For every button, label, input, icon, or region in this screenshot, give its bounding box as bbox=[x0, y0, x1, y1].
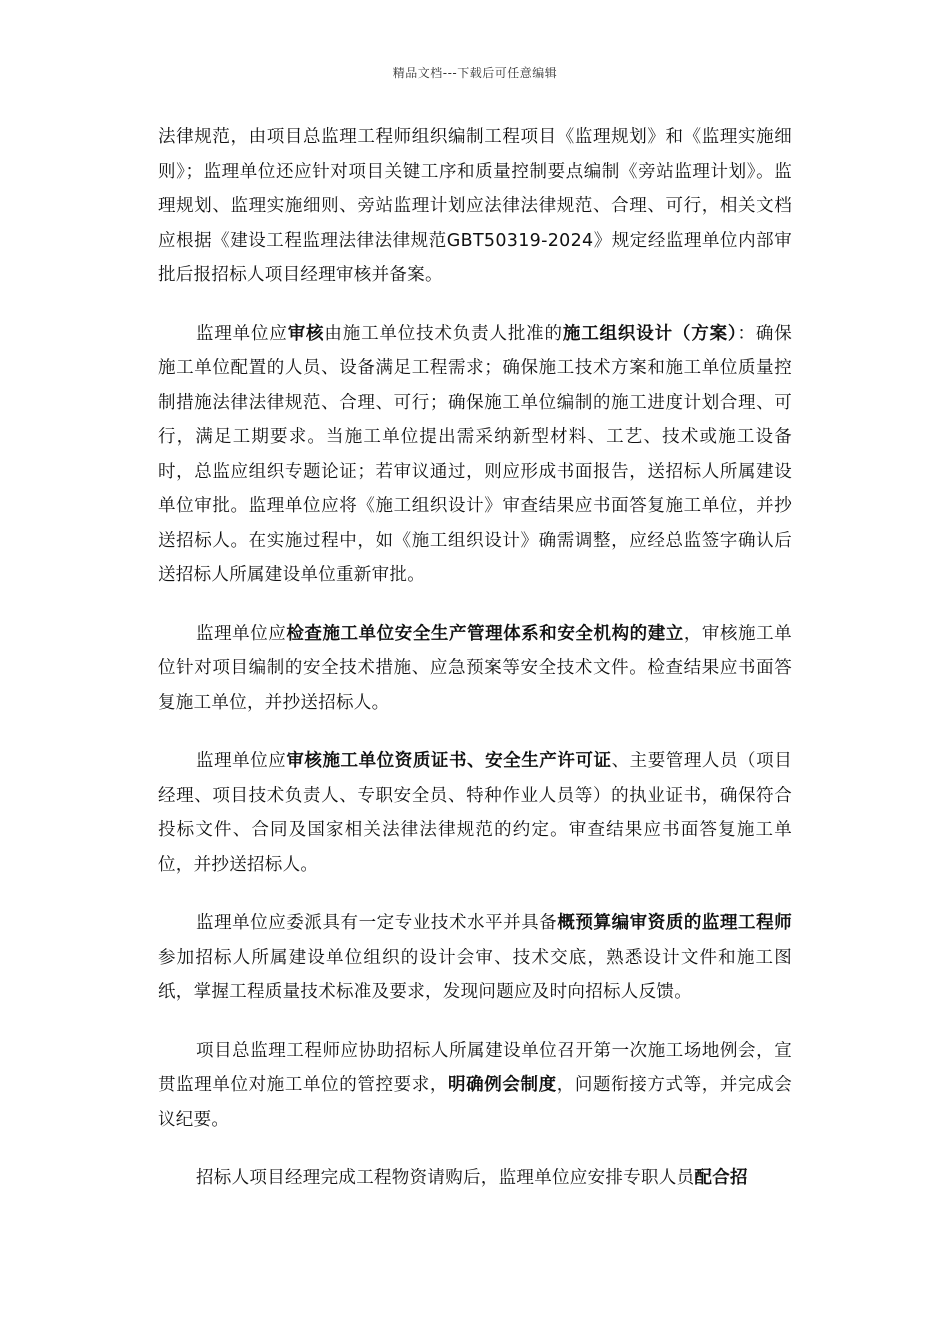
bold-text-run: 审核施工单位资质证书、安全生产许可证 bbox=[286, 751, 612, 771]
text-run: 参加招标人所属建设单位组织的设计会审、技术交底，熟悉设计文件和施工图纸，掌握工程质量技术标准及要求，发现问题应及时向招标人反馈。 bbox=[158, 947, 792, 1002]
bold-text-run: 概预算编审资质的监理工程师 bbox=[557, 913, 792, 933]
text-run: 法律规范，由项目总监理工程师组织编制工程项目《监理规划》和《监理实施细则》；监理单位还应针对项目关键工序和质量控制要点编制《旁站监理计划》。监理规划、监理实施细则、旁站监理计划应法律法律规范、合理、可行，相关文档应根据《建设工程监理法律法律规范GBT50319-2024》规定经监理单位内部审批后报招标人项目经理审核并备案。 bbox=[158, 127, 792, 285]
paragraph-6 bbox=[158, 1034, 792, 1138]
text-run: ：确保施工单位配置的人员、设备满足工程需求；确保施工技术方案和施工单位质量控制措施法律法律规范、合理、可行；确保施工单位编制的施工进度计划合理、可行，满足工期要求。当施工单位提出需采纳新型材料、工艺、技术或施工设备时，总监应组织专题论证；若审议通过，则应形成书面报告，送招标人所属建设单位审批。监理单位应将《施工组织设计》审查结果应书面答复施工单位，并抄送招标人。在实施过程中，如《施工组织设计》确需调整，应经总监签字确认后送招标人所属建设单位重新审批。 bbox=[158, 323, 793, 585]
paragraph-7 bbox=[158, 1161, 792, 1196]
text-run: ，审核施工单位针对项目编制的安全技术措施、应急预案等安全技术文件。检查结果应书面答复施工单位，并抄送招标人。 bbox=[158, 623, 792, 713]
bold-text-run: 施工组织设计（方案） bbox=[562, 323, 738, 344]
text-run: 项目总监理工程师应协助招标人所属建设单位召开第一次施工场地例会，宣贯监理单位对施工单位的管控要求， bbox=[158, 1040, 792, 1095]
text-run: 由施工单位技术负责人批准的 bbox=[324, 323, 563, 344]
bold-text-run: 配合招 bbox=[694, 1168, 748, 1188]
text-run: 监理单位应 bbox=[196, 623, 287, 644]
paragraph-4 bbox=[158, 744, 792, 882]
text-run: 招标人项目经理完成工程物资请购后，监理单位应安排专职人员 bbox=[196, 1168, 695, 1188]
paragraph-3 bbox=[158, 617, 792, 721]
text-run: 监理单位应委派具有一定专业技术水平并具备 bbox=[196, 913, 558, 933]
text-run: 监理单位应 bbox=[196, 751, 287, 771]
bold-text-run: 审核 bbox=[287, 323, 325, 344]
text-run: ，问题衔接方式等，并完成会议纪要。 bbox=[158, 1075, 792, 1130]
document-body bbox=[158, 120, 792, 1196]
text-run: 监理单位应 bbox=[196, 323, 288, 344]
paragraph-1 bbox=[158, 120, 792, 293]
page-header: 精品文档---下载后可任意编辑 bbox=[392, 66, 558, 80]
text-run: 、主要管理人员（项目经理、项目技术负责人、专职安全员、特种作业人员等）的执业证书，确保符合投标文件、合同及国家相关法律法律规范的约定。审查结果应书面答复施工单位，并抄送招标人。 bbox=[158, 751, 792, 875]
paragraph-5 bbox=[158, 906, 792, 1010]
paragraph-2 bbox=[158, 317, 792, 593]
bold-text-run: 明确例会制度 bbox=[447, 1075, 557, 1095]
bold-text-run: 检查施工单位安全生产管理体系和安全机构的建立 bbox=[286, 623, 684, 644]
